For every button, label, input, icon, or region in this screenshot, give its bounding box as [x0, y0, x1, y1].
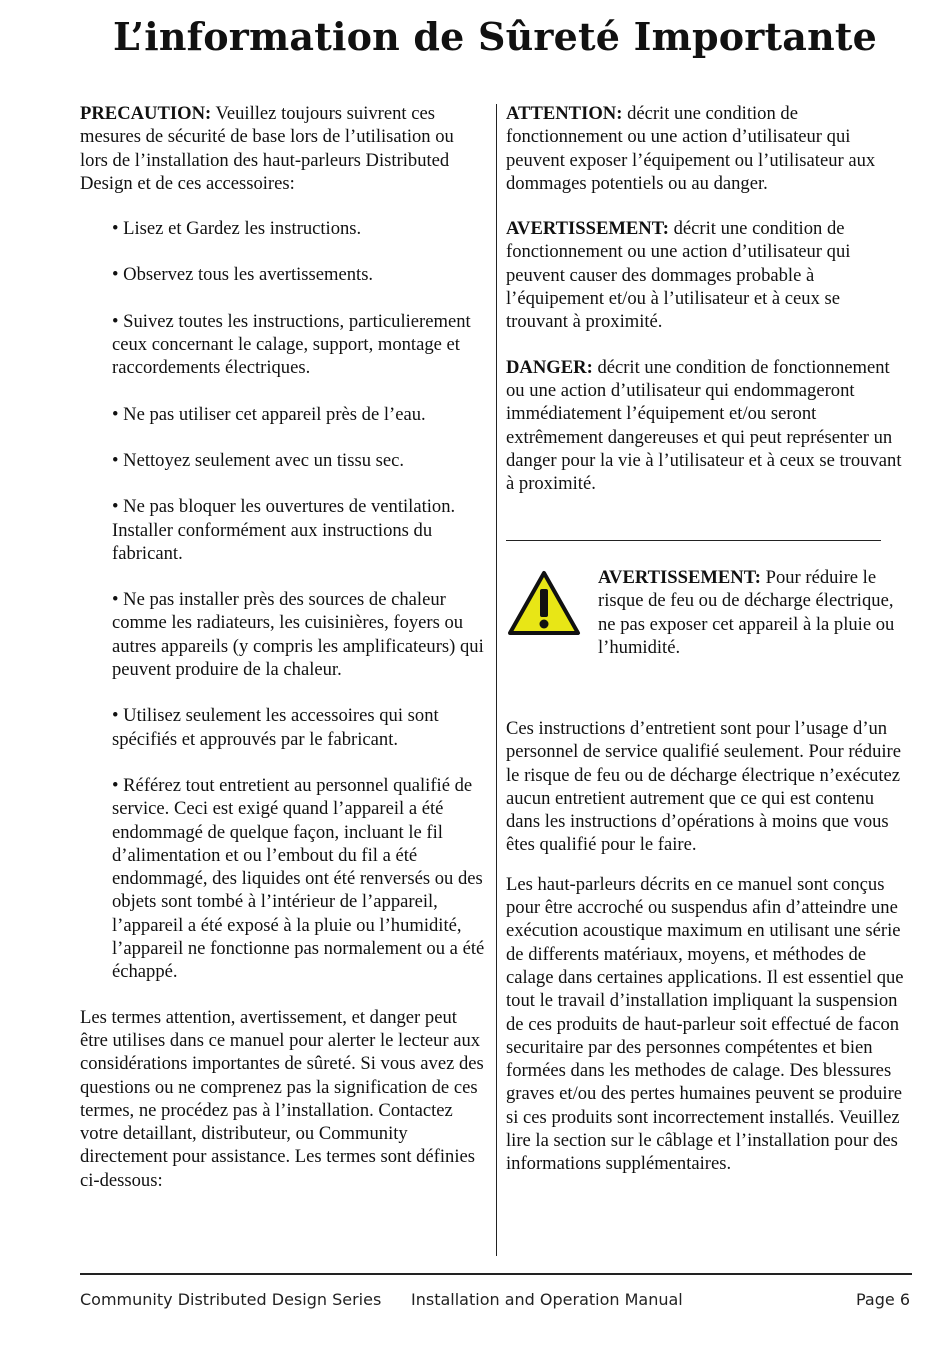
warning-label: AVERTISSEMENT:: [598, 567, 761, 588]
warning-triangle-icon: [506, 569, 582, 637]
terms-paragraph: Les termes attention, avertissement, et danger peut être utilises dans ce manuel pour alerter le lecteur aux considérations importantes de sûreté. Si vous avez des questions ou ne comprenez pas la signification de ces termes, ne procédez pas à l’installation. Contactez votre detaillant, distributeur, ou Community directement pour assistance. Les termes sont définies ci-dessous:: [80, 1006, 484, 1191]
footer-manual: Installation and Operation Manual: [411, 1290, 683, 1309]
right-column: [506, 102, 906, 495]
list-item: • Utilisez seulement les accessoires qui sont spécifiés et approuvés par le fabricant.: [112, 705, 439, 750]
list-item: • Ne pas bloquer les ouvertures de ventilation. Installer conformément aux instructions du fabricant.: [112, 496, 456, 564]
attention-text: décrit une condition de fonctionnement ou une action d’utilisateur qui peuvent exposer l’équipement ou l’utilisateur aux dommages potentiels ou au danger.: [506, 103, 876, 194]
service-paragraph: Ces instructions d’entretient sont pour l’usage d’un personnel de service qualifié seulement. Pour réduire le risque de feu ou de décharge électrique n’exécutez aucun entretient autrement que ce qui est contenu dans les instructions d’opérations à moins que vous êtes qualifié pour le faire.: [506, 718, 901, 856]
page-title: L’information de Sûreté Importante: [112, 14, 878, 59]
avertissement-label: AVERTISSEMENT:: [506, 218, 669, 240]
list-item: • Référez tout entretient au personnel qualifié de service. Ceci est exigé quand l’appareil a été endommagé de quelque façon, incluant le fil d’alimentation et ou l’embout du fil a été endommagé, des liquides ont été renversés ou des objets sont tombé à l’intérieur de l’appareil, l’appareil a été exposé à la pluie ou l’humidité, l’appareil ne fonctionne pas normalement ou a été échappé.: [112, 774, 485, 983]
warning-text: Pour réduire le risque de feu ou de décharge électrique, ne pas exposer cet appareil à la pluie ou l’humidité.: [598, 567, 895, 658]
danger-label: DANGER:: [506, 356, 593, 378]
precaution-label: PRECAUTION:: [80, 103, 212, 124]
list-item: • Observez tous les avertissements.: [112, 264, 374, 286]
precaution-text: Veuillez toujours suivrent ces mesures de sécurité de base lors de l’utilisation ou lors de l’installation des haut-parleurs Distributed Design et de ces accessoires:: [80, 103, 454, 194]
avertissement-paragraph: [506, 217, 906, 333]
attention-label: ATTENTION:: [506, 103, 623, 124]
danger-text: décrit une condition de fonctionnement ou une action d’utilisateur qui endommageront immédiatement l’équipement et/ou seront extrêmement dangereuses et qui peut représenter un danger pour la vie à l’utilisateur et à ceux se trouvant à proximité.: [506, 356, 902, 495]
footer-page-number: Page 6: [856, 1290, 910, 1309]
warning-paragraph: [598, 566, 908, 659]
list-item: • Ne pas installer près des sources de chaleur comme les radiateurs, les cuisinières, foyers ou autres appareils (y compris les amplificateurs) qui peuvent produire de la chaleur.: [112, 589, 484, 681]
avertissement-text: décrit une condition de fonctionnement ou une action d’utilisateur qui peuvent causer des dommages probable à l’équipement et/ou à l’utilisateur et à ceux se trouvant à proximité.: [506, 218, 851, 333]
danger-paragraph: [506, 356, 906, 496]
list-item: • Nettoyez seulement avec un tissu sec.: [112, 449, 405, 471]
safety-bullet-list: [112, 217, 485, 983]
footer-rule: [80, 1273, 912, 1275]
precaution-paragraph: [80, 102, 485, 195]
column-divider: [496, 104, 497, 1256]
footer-series: Community Distributed Design Series: [80, 1290, 382, 1309]
right-lower-section: [506, 717, 906, 1192]
section-rule: [506, 540, 881, 541]
list-item: • Suivez toutes les instructions, particulierement ceux concernant le calage, support, montage et raccordements électriques.: [112, 310, 471, 379]
left-column: [80, 102, 485, 1192]
list-item: • Ne pas utiliser cet appareil près de l’eau.: [112, 403, 426, 425]
rigging-paragraph: Les haut-parleurs décrits en ce manuel sont conçus pour être accroché ou suspendus afin d’atteindre une exécution acoustique maximum en utilisant une série de differents matériaux, moyens, et méthodes de calage dans certaines applications. Il est essentiel que tout le travail d’installation impliquant la suspension de ces produits de haut-parleur soit effectué de facon securitaire par des personnes compétentes et bien formées dans les methodes de calage. Des blessures graves et/ou des pertes humaines peuvent se produire si ces produits sont incorrectement installés. Veuillez lire la section sur le câblage et l’installation pour des informations supplémentaires.: [506, 873, 904, 1175]
attention-paragraph: [506, 102, 906, 195]
list-item: • Lisez et Gardez les instructions.: [112, 218, 362, 240]
